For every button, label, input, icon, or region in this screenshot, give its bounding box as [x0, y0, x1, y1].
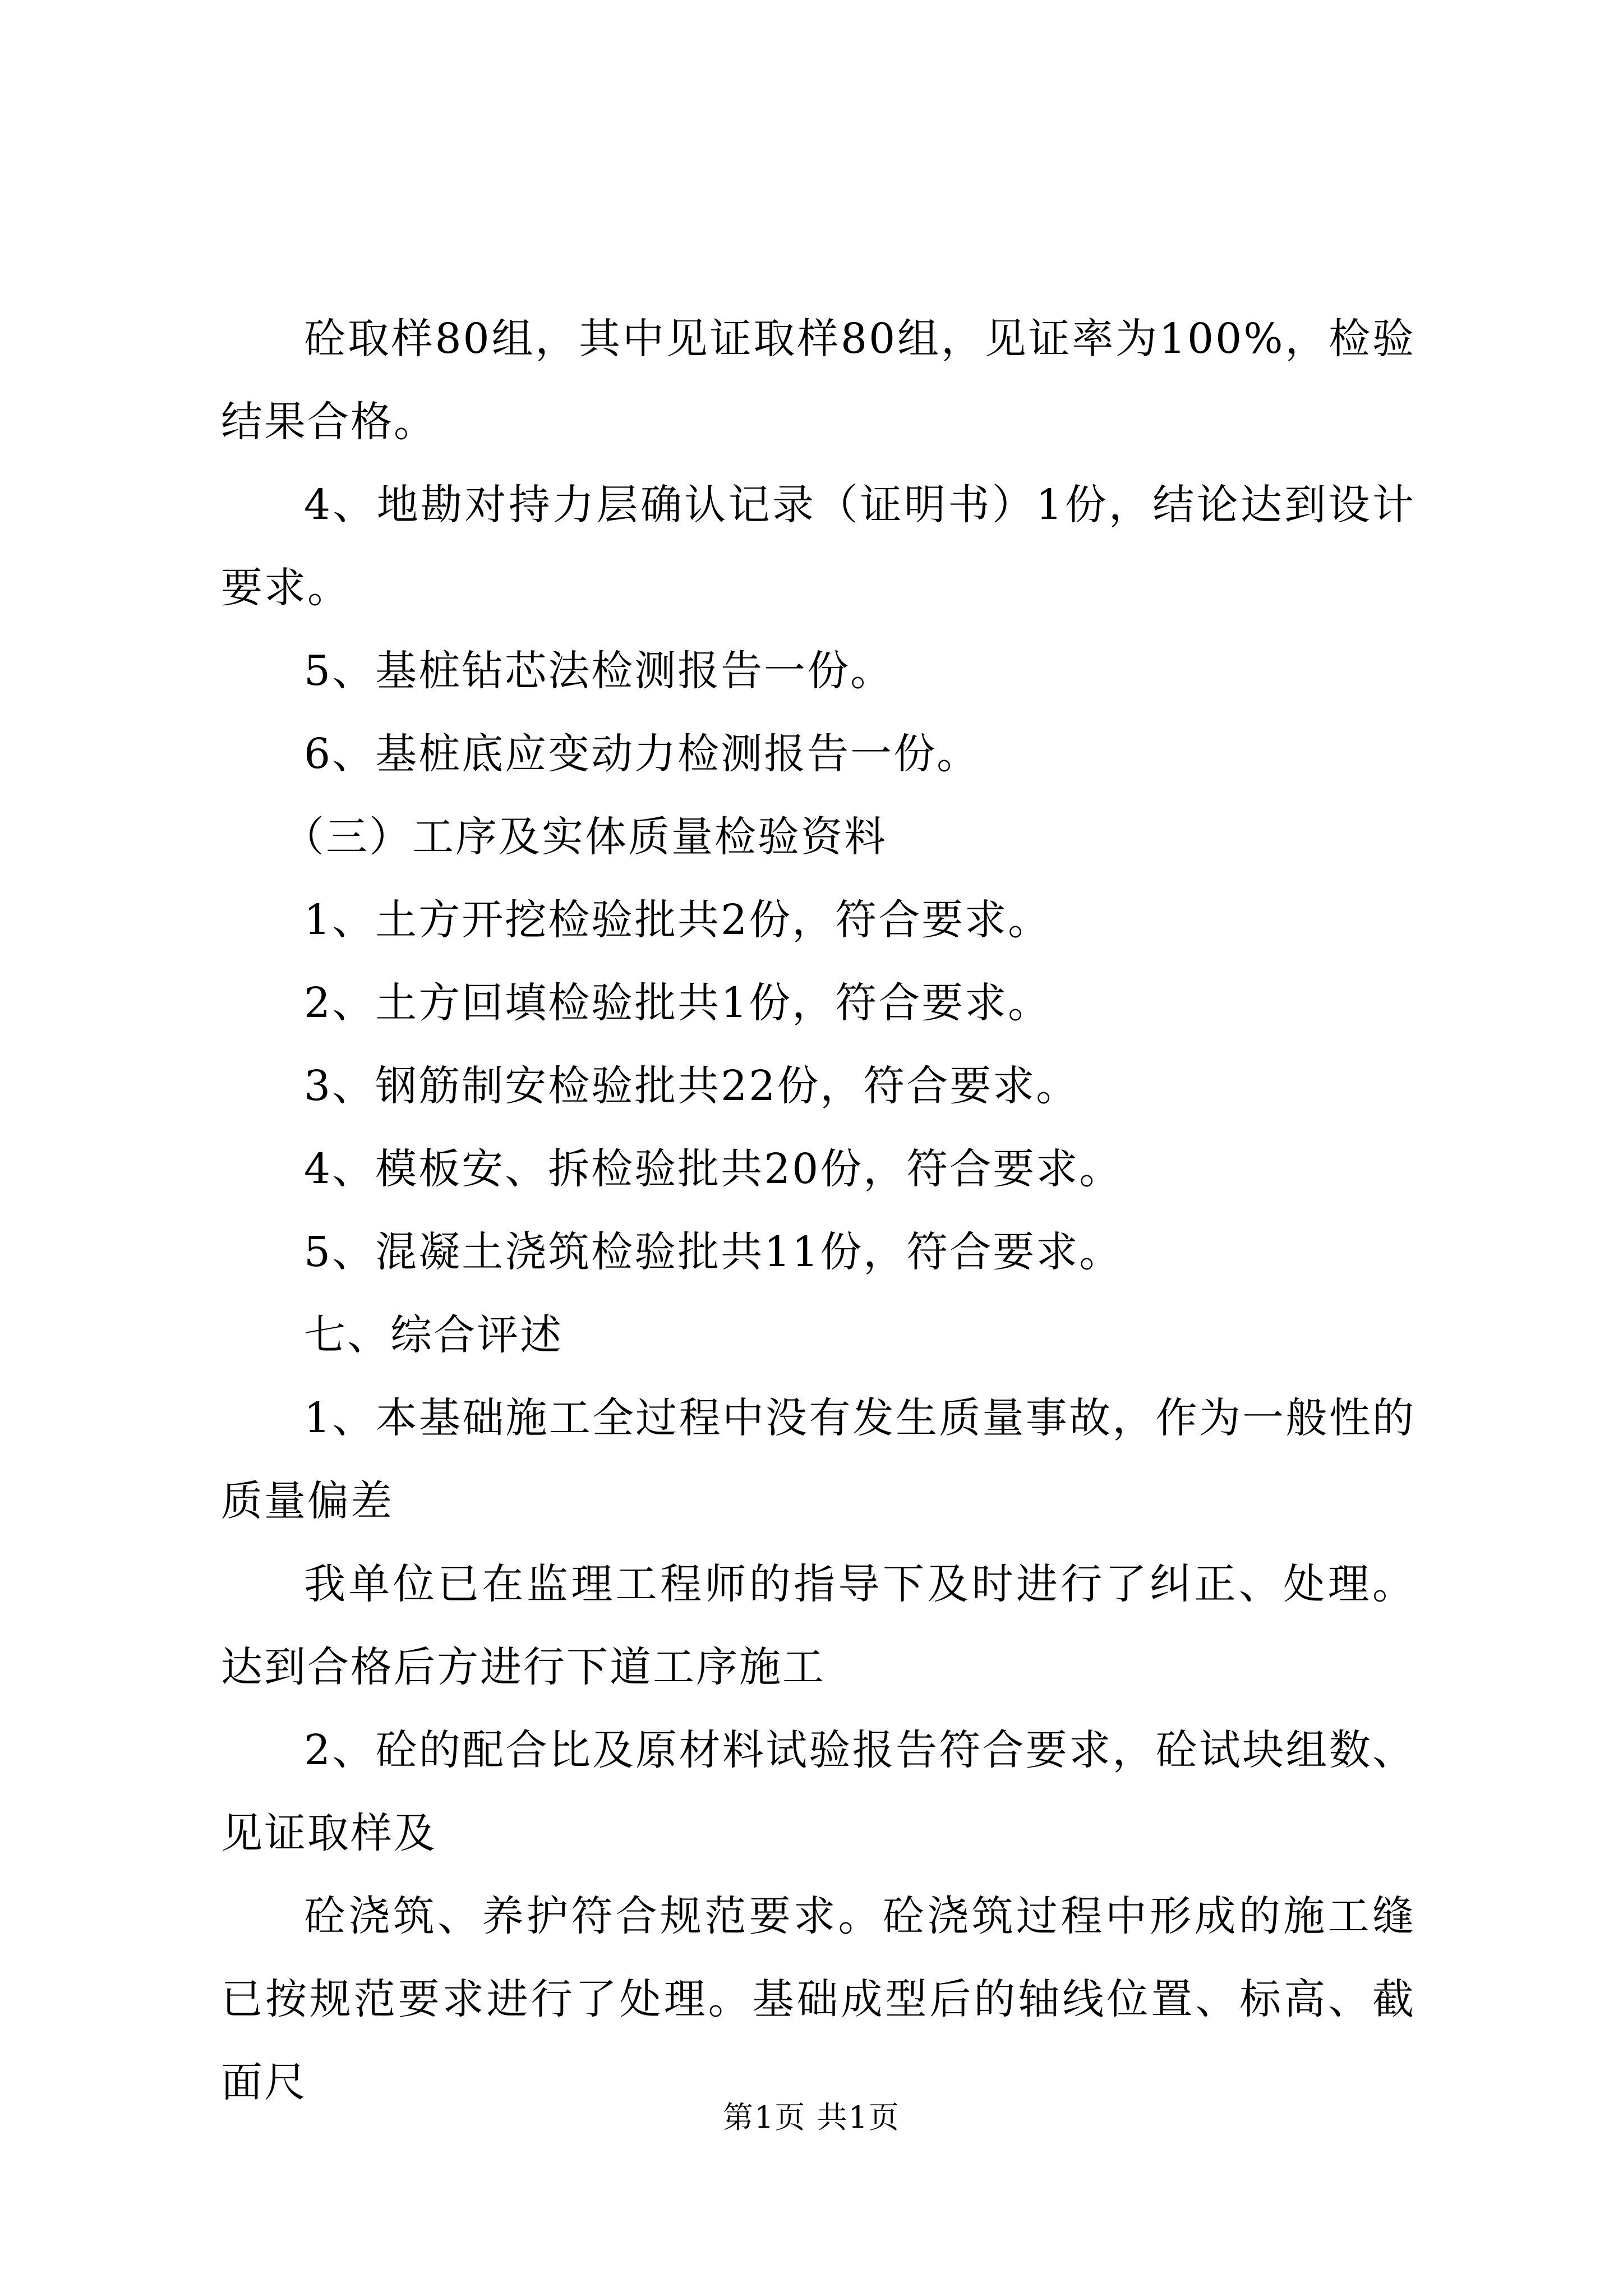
paragraph-curing: 砼浇筑、养护符合规范要求。砼浇筑过程中形成的施工缝已按规范要求进行了处理。基础成型后的轴线位置、标高、截面尺 [221, 1892, 1415, 2106]
page-footer [0, 2098, 1623, 2137]
document-body [221, 297, 1415, 2124]
paragraph-no-accidents: 1、本基础施工全过程中没有发生质量事故，作为一般性的质量偏差 [221, 1394, 1415, 1525]
paragraph-corrections: 我单位已在监理工程师的指导下及时进行了纠正、处理。达到合格后方进行下道工序施工 [221, 1560, 1415, 1691]
paragraph-concrete-pouring: 5、混凝土浇筑检验批共11份，符合要求。 [304, 1228, 1123, 1276]
section-heading-summary: 七、综合评述 [304, 1311, 563, 1359]
paragraph-excavation: 1、土方开挖检验批共2份，符合要求。 [304, 896, 1052, 944]
section-heading-inspection-data: （三）工序及实体质量检验资料 [283, 813, 887, 861]
paragraph-backfill: 2、土方回填检验批共1份，符合要求。 [304, 979, 1052, 1027]
paragraph-formwork: 4、模板安、拆检验批共20份，符合要求。 [304, 1145, 1123, 1193]
paragraph-rebar: 3、钢筋制安检验批共22份，符合要求。 [304, 1062, 1080, 1110]
paragraph-survey-record: 4、地勘对持力层确认记录（证明书）1份，结论达到设计要求。 [221, 481, 1415, 612]
paragraph-strain-test-report: 6、基桩底应变动力检测报告一份。 [304, 730, 980, 778]
paragraph-concrete-sampling: 砼取样80组，其中见证取样80组，见证率为100%，检验结果合格。 [221, 315, 1415, 446]
page-number-label: 第1页 共1页 [723, 2100, 900, 2135]
paragraph-mix-ratio: 2、砼的配合比及原材料试验报告符合要求，砼试块组数、见证取样及 [221, 1726, 1415, 1857]
paragraph-core-drilling-report: 5、基桩钻芯法检测报告一份。 [304, 647, 894, 695]
